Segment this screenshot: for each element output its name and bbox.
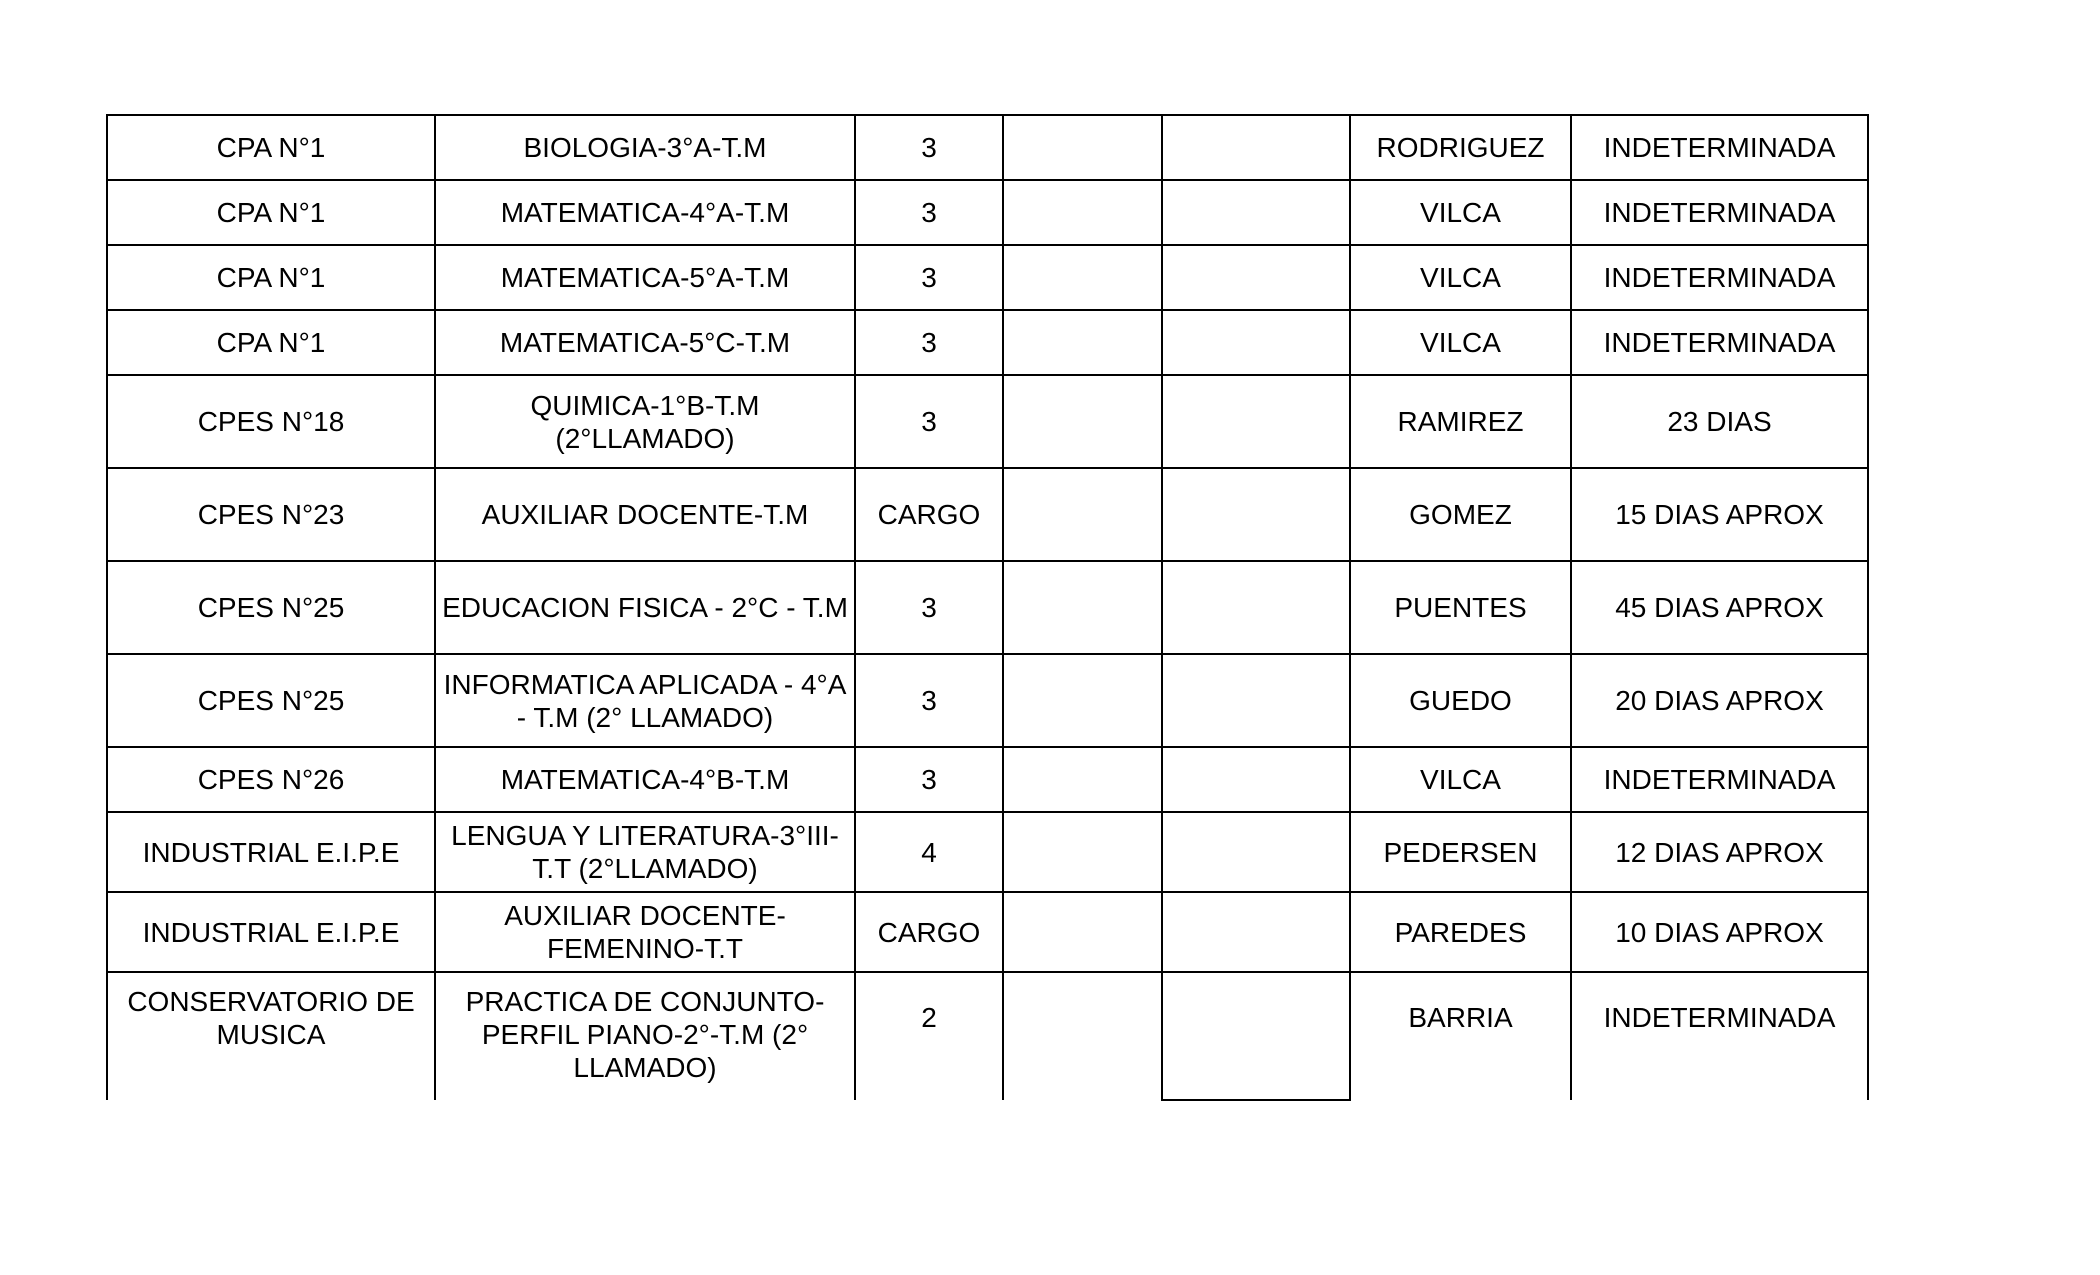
table-row	[107, 747, 1868, 812]
duration-cell: INDETERMINADA	[1571, 245, 1868, 310]
duration-cell: INDETERMINADA	[1571, 310, 1868, 375]
empty-cell	[1003, 115, 1162, 180]
school-cell: CPA N°1	[107, 310, 435, 375]
teacher-cell: VILCA	[1350, 747, 1571, 812]
hours-cell: 3	[855, 245, 1003, 310]
empty-cell	[1162, 747, 1350, 812]
duration-cell: INDETERMINADA	[1571, 115, 1868, 180]
empty-cell	[1003, 310, 1162, 375]
table-row	[107, 310, 1868, 375]
school-cell: INDUSTRIAL E.I.P.E	[107, 812, 435, 892]
subject-cell: EDUCACION FISICA - 2°C - T.M	[435, 561, 855, 654]
teacher-cell: PAREDES	[1350, 892, 1571, 972]
empty-cell	[1003, 180, 1162, 245]
empty-cell	[1003, 375, 1162, 468]
empty-cell	[1003, 972, 1162, 1100]
empty-cell	[1162, 245, 1350, 310]
hours-cell: 3	[855, 115, 1003, 180]
teacher-cell: RODRIGUEZ	[1350, 115, 1571, 180]
empty-cell	[1162, 310, 1350, 375]
empty-cell	[1003, 654, 1162, 747]
school-cell: CPES N°26	[107, 747, 435, 812]
subject-cell: MATEMATICA-5°A-T.M	[435, 245, 855, 310]
subject-cell: AUXILIAR DOCENTE-FEMENINO-T.T	[435, 892, 855, 972]
duration-cell: 45 DIAS APROX	[1571, 561, 1868, 654]
table-row	[107, 375, 1868, 468]
school-cell: CPES N°25	[107, 654, 435, 747]
hours-cell: 3	[855, 180, 1003, 245]
school-cell: CPA N°1	[107, 115, 435, 180]
subject-cell: MATEMATICA-4°B-T.M	[435, 747, 855, 812]
subject-cell: MATEMATICA-4°A-T.M	[435, 180, 855, 245]
duration-cell: INDETERMINADA	[1571, 180, 1868, 245]
teacher-cell: VILCA	[1350, 310, 1571, 375]
empty-cell	[1162, 812, 1350, 892]
school-cell: CPA N°1	[107, 180, 435, 245]
hours-cell: 2	[855, 972, 1003, 1100]
duration-cell: 12 DIAS APROX	[1571, 812, 1868, 892]
empty-cell	[1162, 561, 1350, 654]
empty-cell	[1003, 892, 1162, 972]
subject-cell: BIOLOGIA-3°A-T.M	[435, 115, 855, 180]
table-row	[107, 892, 1868, 972]
school-cell: CPA N°1	[107, 245, 435, 310]
hours-cell: 3	[855, 310, 1003, 375]
duration-cell: 10 DIAS APROX	[1571, 892, 1868, 972]
hours-cell: 3	[855, 375, 1003, 468]
hours-cell: 4	[855, 812, 1003, 892]
empty-cell	[1162, 375, 1350, 468]
empty-cell	[1003, 245, 1162, 310]
table-row	[107, 972, 1868, 1100]
subject-cell: AUXILIAR DOCENTE-T.M	[435, 468, 855, 561]
school-cell: CONSERVATORIO DE MUSICA	[107, 972, 435, 1100]
table-row	[107, 115, 1868, 180]
table-row	[107, 468, 1868, 561]
teacher-cell: GUEDO	[1350, 654, 1571, 747]
duration-cell: 23 DIAS	[1571, 375, 1868, 468]
empty-cell	[1003, 812, 1162, 892]
empty-cell	[1003, 468, 1162, 561]
school-cell: CPES N°23	[107, 468, 435, 561]
table-row	[107, 654, 1868, 747]
teacher-cell: VILCA	[1350, 180, 1571, 245]
duration-cell: INDETERMINADA	[1571, 747, 1868, 812]
table-row	[107, 561, 1868, 654]
empty-cell	[1162, 654, 1350, 747]
school-cell: CPES N°18	[107, 375, 435, 468]
teacher-cell: VILCA	[1350, 245, 1571, 310]
hours-cell: CARGO	[855, 892, 1003, 972]
duration-cell: INDETERMINADA	[1571, 972, 1868, 1100]
empty-cell	[1003, 561, 1162, 654]
subject-cell: INFORMATICA APLICADA - 4°A - T.M (2° LLAMADO)	[435, 654, 855, 747]
empty-cell	[1162, 972, 1350, 1100]
empty-cell	[1162, 468, 1350, 561]
school-cell: CPES N°25	[107, 561, 435, 654]
hours-cell: 3	[855, 561, 1003, 654]
duration-cell: 20 DIAS APROX	[1571, 654, 1868, 747]
teacher-cell: PUENTES	[1350, 561, 1571, 654]
empty-cell	[1162, 180, 1350, 245]
table-row	[107, 812, 1868, 892]
hours-cell: 3	[855, 654, 1003, 747]
hours-cell: 3	[855, 747, 1003, 812]
table-row	[107, 245, 1868, 310]
hours-cell: CARGO	[855, 468, 1003, 561]
teacher-cell: RAMIREZ	[1350, 375, 1571, 468]
school-cell: INDUSTRIAL E.I.P.E	[107, 892, 435, 972]
teacher-cell: PEDERSEN	[1350, 812, 1571, 892]
empty-cell	[1162, 115, 1350, 180]
teacher-cell: BARRIA	[1350, 972, 1571, 1100]
table-row	[107, 180, 1868, 245]
subject-cell: LENGUA Y LITERATURA-3°III-T.T (2°LLAMADO)	[435, 812, 855, 892]
vacancies-table	[106, 114, 1869, 1101]
empty-cell	[1003, 747, 1162, 812]
subject-cell: MATEMATICA-5°C-T.M	[435, 310, 855, 375]
subject-cell: QUIMICA-1°B-T.M (2°LLAMADO)	[435, 375, 855, 468]
subject-cell: PRACTICA DE CONJUNTO-PERFIL PIANO-2°-T.M (2° LLAMADO)	[435, 972, 855, 1100]
duration-cell: 15 DIAS APROX	[1571, 468, 1868, 561]
empty-cell	[1162, 892, 1350, 972]
teacher-cell: GOMEZ	[1350, 468, 1571, 561]
